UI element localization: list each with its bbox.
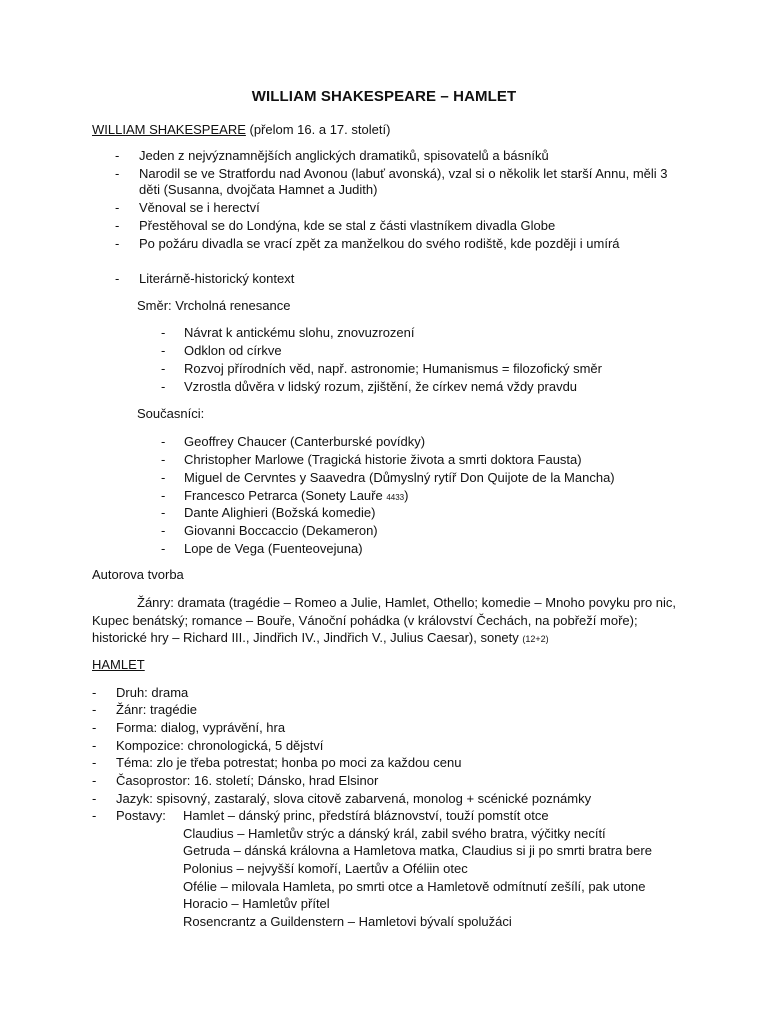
author-bullet: Přestěhoval se do Londýna, kde se stal z části vlastníkem divadla Globe <box>139 218 556 233</box>
petrarca-close: ) <box>404 488 409 503</box>
bullet-dash: - <box>92 755 97 770</box>
works-line: Žánry: dramata (tragédie – Romeo a Julie, Hamlet, Othello; komedie – Mnoho povyku pro nic, <box>137 595 677 610</box>
hamlet-item: Žánr: tragédie <box>116 702 197 717</box>
bullet-dash: - <box>92 702 97 717</box>
direction-label: Směr: Vrcholná renesance <box>137 298 291 313</box>
hamlet-heading: HAMLET <box>92 657 145 672</box>
character-item: Ofélie – milovala Hamleta, po smrti otce a Hamletově odmítnutí zešílí, pak utone <box>183 879 646 894</box>
works-line-last <box>92 629 549 649</box>
character-item: Polonius – nejvyšší komoří, Laertův a Oféliin otec <box>183 861 468 876</box>
hamlet-item: Jazyk: spisovný, zastaralý, slova citově zabarvená, monolog + scénické poznámky <box>116 791 592 806</box>
hamlet-item: Téma: zlo je třeba potrestat; honba po moci za každou cenu <box>116 755 462 770</box>
hamlet-item: Forma: dialog, vyprávění, hra <box>116 720 286 735</box>
bullet-dash: - <box>115 200 120 215</box>
bullet-dash: - <box>161 325 166 340</box>
character-item: Horacio – Hamletův přítel <box>183 896 330 911</box>
character-item: Claudius – Hamletův strýc a dánský král, zabil svého bratra, výčitky necítí <box>183 826 606 841</box>
bullet-dash: - <box>161 488 166 503</box>
bullet-dash: - <box>92 685 97 700</box>
bullet-dash: - <box>161 541 166 556</box>
works-line: historické hry – Richard III., Jindřich IV., Jindřich V., Julius Caesar), sonety <box>92 630 523 645</box>
characters-label: Postavy: <box>116 808 166 823</box>
contemporary-item: Geoffrey Chaucer (Canterburské povídky) <box>184 434 426 449</box>
works-heading: Autorova tvorba <box>92 567 184 582</box>
bullet-dash: - <box>92 791 97 806</box>
direction-item: Návrat k antickému slohu, znovuzrození <box>184 325 415 340</box>
page-title: WILLIAM SHAKESPEARE – HAMLET <box>251 88 517 105</box>
context-heading: Literárně-historický kontext <box>139 271 295 286</box>
bullet-dash: - <box>161 470 166 485</box>
contemporary-item: Christopher Marlowe (Tragická historie života a smrti doktora Fausta) <box>184 452 582 467</box>
contemporary-item: Lope de Vega (Fuenteovejuna) <box>184 541 363 556</box>
author-heading: WILLIAM SHAKESPEARE <box>92 122 246 137</box>
works-line: Kupec benátský; romance – Bouře, Vánoční pohádka (v království Čechách, na pobřeží moře); <box>92 613 638 628</box>
direction-item: Vzrostla důvěra v lidský rozum, zjištění, že církev nemá vždy pravdu <box>184 379 578 394</box>
bullet-dash: - <box>115 148 120 163</box>
contemporary-item: Giovanni Boccaccio (Dekameron) <box>184 523 378 538</box>
bullet-dash: - <box>161 379 166 394</box>
bullet-dash: - <box>161 505 166 520</box>
bullet-dash: - <box>161 343 166 358</box>
contemporary-item: Miguel de Cervntes y Saavedra (Důmyslný rytíř Don Quijote de la Mancha) <box>184 470 615 485</box>
direction-item: Rozvoj přírodních věd, např. astronomie; Humanismus = filozofický směr <box>184 361 602 376</box>
author-bullet: Jeden z nejvýznamnějších anglických dramatiků, spisovatelů a básníků <box>139 148 549 163</box>
author-bullet: Věnoval se i herectví <box>139 200 260 215</box>
author-bullet-continuation: děti (Susanna, dvojčata Hamnet a Judith) <box>139 182 378 197</box>
bullet-dash: - <box>161 452 166 467</box>
hamlet-item: Časoprostor: 16. století; Dánsko, hrad Elsinor <box>116 773 379 788</box>
bullet-dash: - <box>161 361 166 376</box>
bullet-dash: - <box>92 773 97 788</box>
author-heading-rest: (přelom 16. a 17. století) <box>245 122 391 137</box>
bullet-dash: - <box>161 434 166 449</box>
bullet-dash: - <box>92 808 97 823</box>
character-item: Getruda – dánská královna a Hamletova matka, Claudius si ji po smrti bratra bere <box>183 843 652 858</box>
sonnets-small-note: (12+2) <box>522 634 549 644</box>
bullet-dash: - <box>92 738 97 753</box>
character-item: Hamlet – dánský princ, předstírá bláznovství, touží pomstít otce <box>183 808 549 823</box>
bullet-dash: - <box>115 166 120 181</box>
direction-item: Odklon od církve <box>184 343 282 358</box>
contemporary-item: Dante Alighieri (Božská komedie) <box>184 505 376 520</box>
bullet-dash: - <box>115 271 120 286</box>
bullet-dash: - <box>115 218 120 233</box>
hamlet-item: Kompozice: chronologická, 5 dějství <box>116 738 324 753</box>
bullet-dash: - <box>115 236 120 251</box>
author-bullet: Po požáru divadla se vrací zpět za manželkou do svého rodiště, kde později i umírá <box>139 236 620 251</box>
bullet-dash: - <box>92 720 97 735</box>
hamlet-item: Druh: drama <box>116 685 189 700</box>
author-bullet: Narodil se ve Stratfordu nad Avonou (labuť avonská), vzal si o několik let starší Annu, měli 3 <box>139 166 668 181</box>
character-item: Rosencrantz a Guildenstern – Hamletovi bývalí spolužáci <box>183 914 512 929</box>
petrarca-small-note: 4433 <box>386 493 405 502</box>
contemporary-item-text: Francesco Petrarca (Sonety Lauře <box>184 488 387 503</box>
contemporaries-label: Současníci: <box>137 406 205 421</box>
bullet-dash: - <box>161 523 166 538</box>
author-heading-line <box>92 121 390 139</box>
